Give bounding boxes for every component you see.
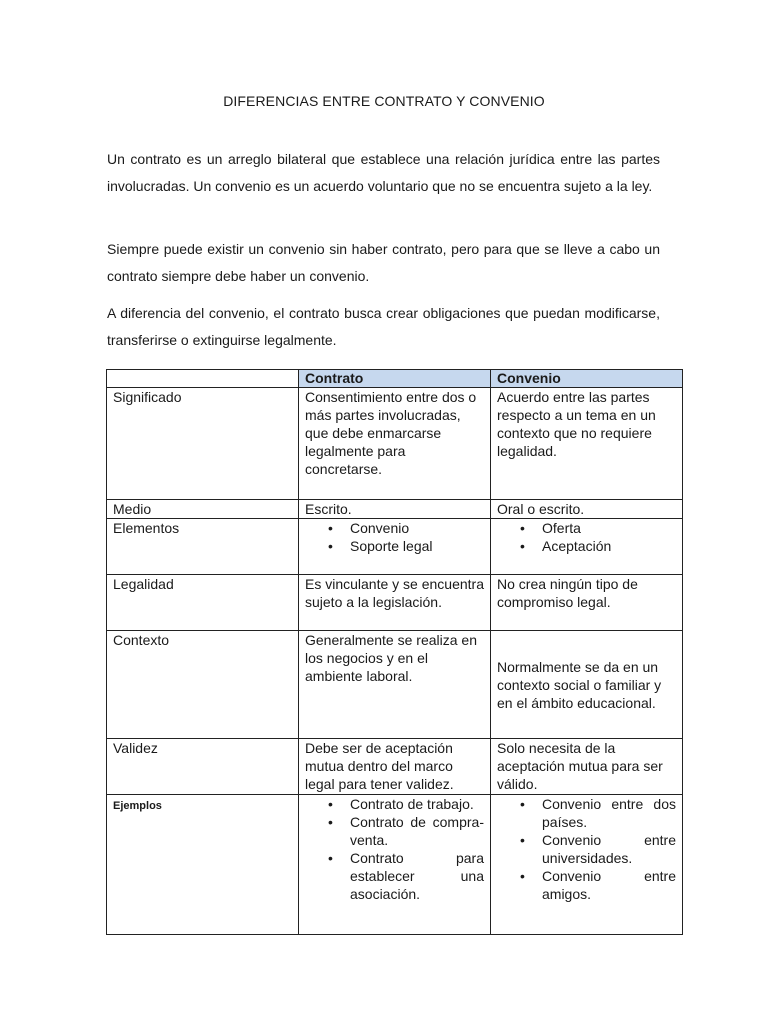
- bullet-list: [305, 519, 484, 555]
- row-label: [107, 795, 299, 935]
- row-label: Medio: [107, 500, 299, 519]
- cell-convenio: Normalmente se da en un contexto social o familiar y en el ámbito educacional.: [491, 631, 683, 739]
- paragraph-definitions: Un contrato es un arreglo bilateral que establece una relación jurídica entre las partes involucradas. Un convenio es un acuerdo voluntario que no se encuentra sujeto a la ley.: [107, 151, 660, 194]
- cell-contrato: [299, 795, 491, 935]
- table-header-row: [107, 370, 683, 388]
- cell-convenio: Acuerdo entre las partes respecto a un tema en un contexto que no requiere legalidad.: [491, 388, 683, 500]
- header-cell-contrato: Contrato: [299, 370, 491, 388]
- cell-convenio: Oral o escrito.: [491, 500, 683, 519]
- document-title: DIFERENCIAS ENTRE CONTRATO Y CONVENIO: [223, 93, 545, 109]
- cell-contrato: Generalmente se realiza en los negocios y en el ambiente laboral.: [299, 631, 491, 739]
- list-item: • Convenio entre amigos.: [542, 867, 676, 903]
- cell-contrato: [299, 519, 491, 575]
- comparison-table: [106, 369, 683, 935]
- list-item: • Convenio: [350, 519, 484, 537]
- row-label: Elementos: [107, 519, 299, 575]
- bullet-list: [497, 795, 676, 903]
- cell-contrato: Escrito.: [299, 500, 491, 519]
- row-label: Significado: [107, 388, 299, 500]
- table-row: [107, 631, 683, 739]
- examples-label: Ejemplos: [113, 800, 162, 812]
- cell-contrato: Debe ser de aceptación mutua dentro del marco legal para tener validez.: [299, 739, 491, 795]
- list-item: • Contrato de trabajo.: [350, 795, 484, 813]
- cell-convenio: [491, 519, 683, 575]
- table-row: [107, 388, 683, 500]
- table-row: [107, 519, 683, 575]
- cell-convenio: Solo necesita de la aceptación mutua para ser válido.: [491, 739, 683, 795]
- cell-contrato: Es vinculante y se encuentra sujeto a la legislación.: [299, 575, 491, 631]
- header-cell-empty: [107, 370, 299, 388]
- bullet-list: [305, 795, 484, 903]
- list-item: • Contrato de compra-venta.: [350, 813, 484, 849]
- bullet-list: [497, 519, 676, 555]
- row-label: Validez: [107, 739, 299, 795]
- list-item: • Contrato para establecer una asociación.: [350, 849, 484, 903]
- list-item: • Aceptación: [542, 537, 676, 555]
- list-item: • Soporte legal: [350, 537, 484, 555]
- header-cell-convenio: Convenio: [491, 370, 683, 388]
- paragraph-existence: Siempre puede existir un convenio sin haber contrato, pero para que se lleve a cabo un contrato siempre debe haber un convenio.: [107, 241, 660, 284]
- table-row: [107, 739, 683, 795]
- paragraph-obligations: A diferencia del convenio, el contrato busca crear obligaciones que puedan modificarse, transferirse o extinguirse legalmente.: [107, 305, 660, 348]
- list-item: • Convenio entre universidades.: [542, 831, 676, 867]
- list-item: • Oferta: [542, 519, 676, 537]
- cell-convenio: [491, 795, 683, 935]
- cell-convenio: No crea ningún tipo de compromiso legal.: [491, 575, 683, 631]
- table-row: [107, 575, 683, 631]
- row-label: Legalidad: [107, 575, 299, 631]
- table-row: [107, 500, 683, 519]
- row-label: Contexto: [107, 631, 299, 739]
- table-row: [107, 795, 683, 935]
- list-item: • Convenio entre dos países.: [542, 795, 676, 831]
- cell-contrato: Consentimiento entre dos o más partes involucradas, que debe enmarcarse legalmente para concretarse.: [299, 388, 491, 500]
